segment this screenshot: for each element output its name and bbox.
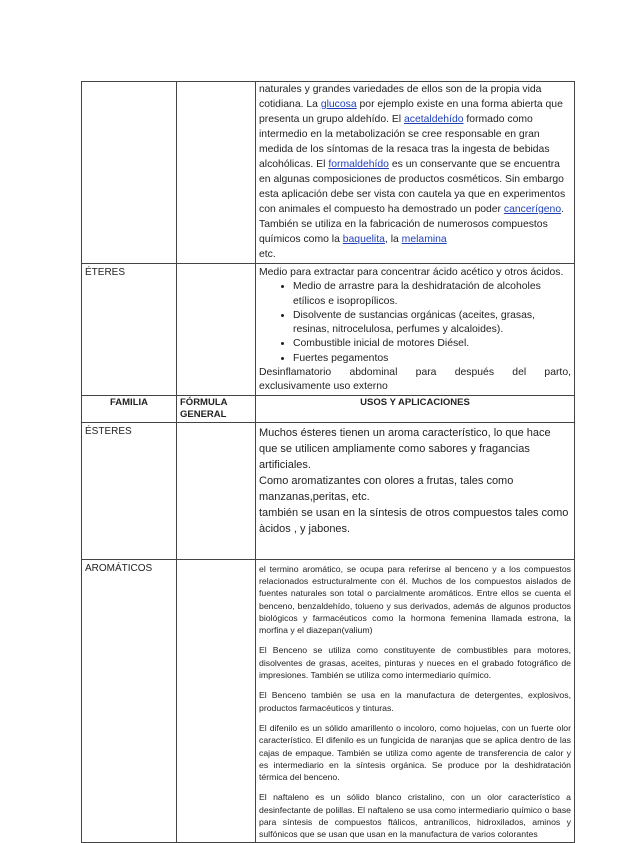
esteres-line: Como aromatizantes con olores a frutas, tales como manzanas,peritas, etc. bbox=[259, 474, 514, 503]
link-glucosa[interactable]: glucosa bbox=[320, 99, 357, 110]
aromaticos-uses-cell bbox=[256, 559, 575, 842]
esteres-line: también se usan en la síntesis de otros compuestos tales como àcidos , y jabones. bbox=[259, 506, 569, 535]
text-run: por ejemplo existe en una forma abierta que presenta un grupo aldehído. El bbox=[259, 99, 563, 125]
header-familia: FAMILIA bbox=[82, 395, 177, 422]
link-baquelita[interactable]: baquelita bbox=[342, 234, 385, 245]
list-item: • Fuertes pegamentos bbox=[293, 352, 571, 366]
document-page bbox=[81, 81, 571, 843]
text-run: es un conservante que se encuentra en algunas composiciones de productos cosméticos. Sin embargo esta aplicación debe ser vista con cautela ya que en experimentos con animales el compuesto ha demostrado un poder bbox=[259, 159, 566, 215]
empty-cell bbox=[177, 82, 256, 264]
aromaticos-paragraph: el termino aromático, se ocupa para referirse al benceno y a los compuestos relacionados estructuralmente con él. Muchos de los compuestos aislados de fuentes naturales son total o parcialmente aromáticos. Entre ellos se cuenta el benceno, benzaldehído, tolueno y sus derivados, además de algunos productos biológicos y farmacéuticos como la hormona femenina llamada estrona, la morfina y el diazepan(valium) bbox=[259, 563, 571, 636]
header-usos: USOS Y APLICACIONES bbox=[256, 395, 575, 422]
table-row bbox=[82, 82, 575, 264]
table-row bbox=[82, 422, 575, 559]
empty-cell bbox=[177, 264, 256, 396]
aldehidos-uses-cell bbox=[256, 82, 575, 264]
table-row bbox=[82, 264, 575, 396]
list-item: • Disolvente de sustancias orgánicas (aceites, grasas, resinas, nitrocelulosa, perfumes y alcaloides). bbox=[293, 309, 571, 338]
eteres-outro-line: exclusivamente uso externo bbox=[259, 381, 388, 393]
eteres-uses-cell bbox=[256, 264, 575, 396]
list-item: • Combustible inicial de motores Diésel. bbox=[293, 337, 571, 351]
aromaticos-paragraph: El Benceno se utiliza como constituyente de combustibles para motores, disolventes de grasas, aceites, pinturas y nueces en el grabado fotográfico de impresiones. También se utiliza como intermediario químico. bbox=[259, 645, 571, 681]
text-run: naturales y grandes variedades de ellos son de la propia vida cotidiana. La bbox=[259, 84, 542, 110]
eteres-outro-line: Desinflamatorio abdominal para después del parto, bbox=[259, 367, 571, 379]
functional-groups-table bbox=[81, 81, 575, 843]
text-run: etc. bbox=[259, 249, 276, 260]
eteres-intro: Medio para extractar para concentrar ácido acético y otros ácidos. bbox=[259, 267, 564, 278]
family-label-aromaticos: AROMÁTICOS bbox=[82, 559, 177, 842]
link-formaldehido[interactable]: formaldehído bbox=[328, 159, 389, 170]
esteres-line: Muchos ésteres tienen un aroma característico, lo que hace que se utilicen ampliamente como sabores y fragancias artificiales. bbox=[259, 426, 551, 471]
empty-cell bbox=[177, 422, 256, 559]
link-acetaldehido[interactable]: acetaldehído bbox=[404, 114, 464, 125]
link-cancerigeno[interactable]: cancerígeno bbox=[503, 204, 562, 215]
esteres-uses-cell bbox=[256, 422, 575, 559]
link-melamina[interactable]: melamina bbox=[401, 234, 447, 245]
table-row bbox=[82, 559, 575, 842]
list-item: • Medio de arrastre para la deshidratación de alcoholes etílicos e isopropílicos. bbox=[293, 280, 571, 309]
empty-cell bbox=[177, 559, 256, 842]
text-run: , la bbox=[384, 234, 402, 245]
aromaticos-paragraph: El naftaleno es un sólido blanco cristalino, con un olor característico a desinfectante de polillas. El naftaleno se usa como intermediario químico o base para síntesis de compuestos ftálicos, antranílicos, hidroxilados, aminos y sulfónicos que se usan que usan en la manufactura de varios colorantes bbox=[259, 792, 571, 840]
aromaticos-paragraph: El Benceno también se usa en la manufactura de detergentes, explosivos, productos farmacéuticos y tinturas. bbox=[259, 690, 571, 713]
text-run: . También se utiliza en la fabricación de numerosos compuestos químicos como la bbox=[259, 204, 564, 245]
family-label-esteres: ÉSTERES bbox=[82, 422, 177, 559]
text-run: formado como intermedio en la metabolización se cree responsable en gran medida de los síntomas de la resaca tras la ingesta de bebidas alcohólicas. El bbox=[259, 114, 550, 170]
empty-cell bbox=[82, 82, 177, 264]
aromaticos-paragraph: El difenilo es un sólido amarillento o incoloro, como hojuelas, con un fuerte olor característico. El difenilo es un fungicida de naranjas que se aplica dentro de las cajas de empaque. También se utiliza como agente de transferencia de calor y es intermediario en la síntesis orgánica. Se produce por la deshidratación térmica del benceno. bbox=[259, 722, 571, 783]
table-header-row bbox=[82, 395, 575, 422]
eteres-bullet-list bbox=[259, 280, 571, 366]
header-formula: FÓRMULA GENERAL bbox=[177, 395, 256, 422]
family-label-eteres: ÉTERES bbox=[82, 264, 177, 396]
